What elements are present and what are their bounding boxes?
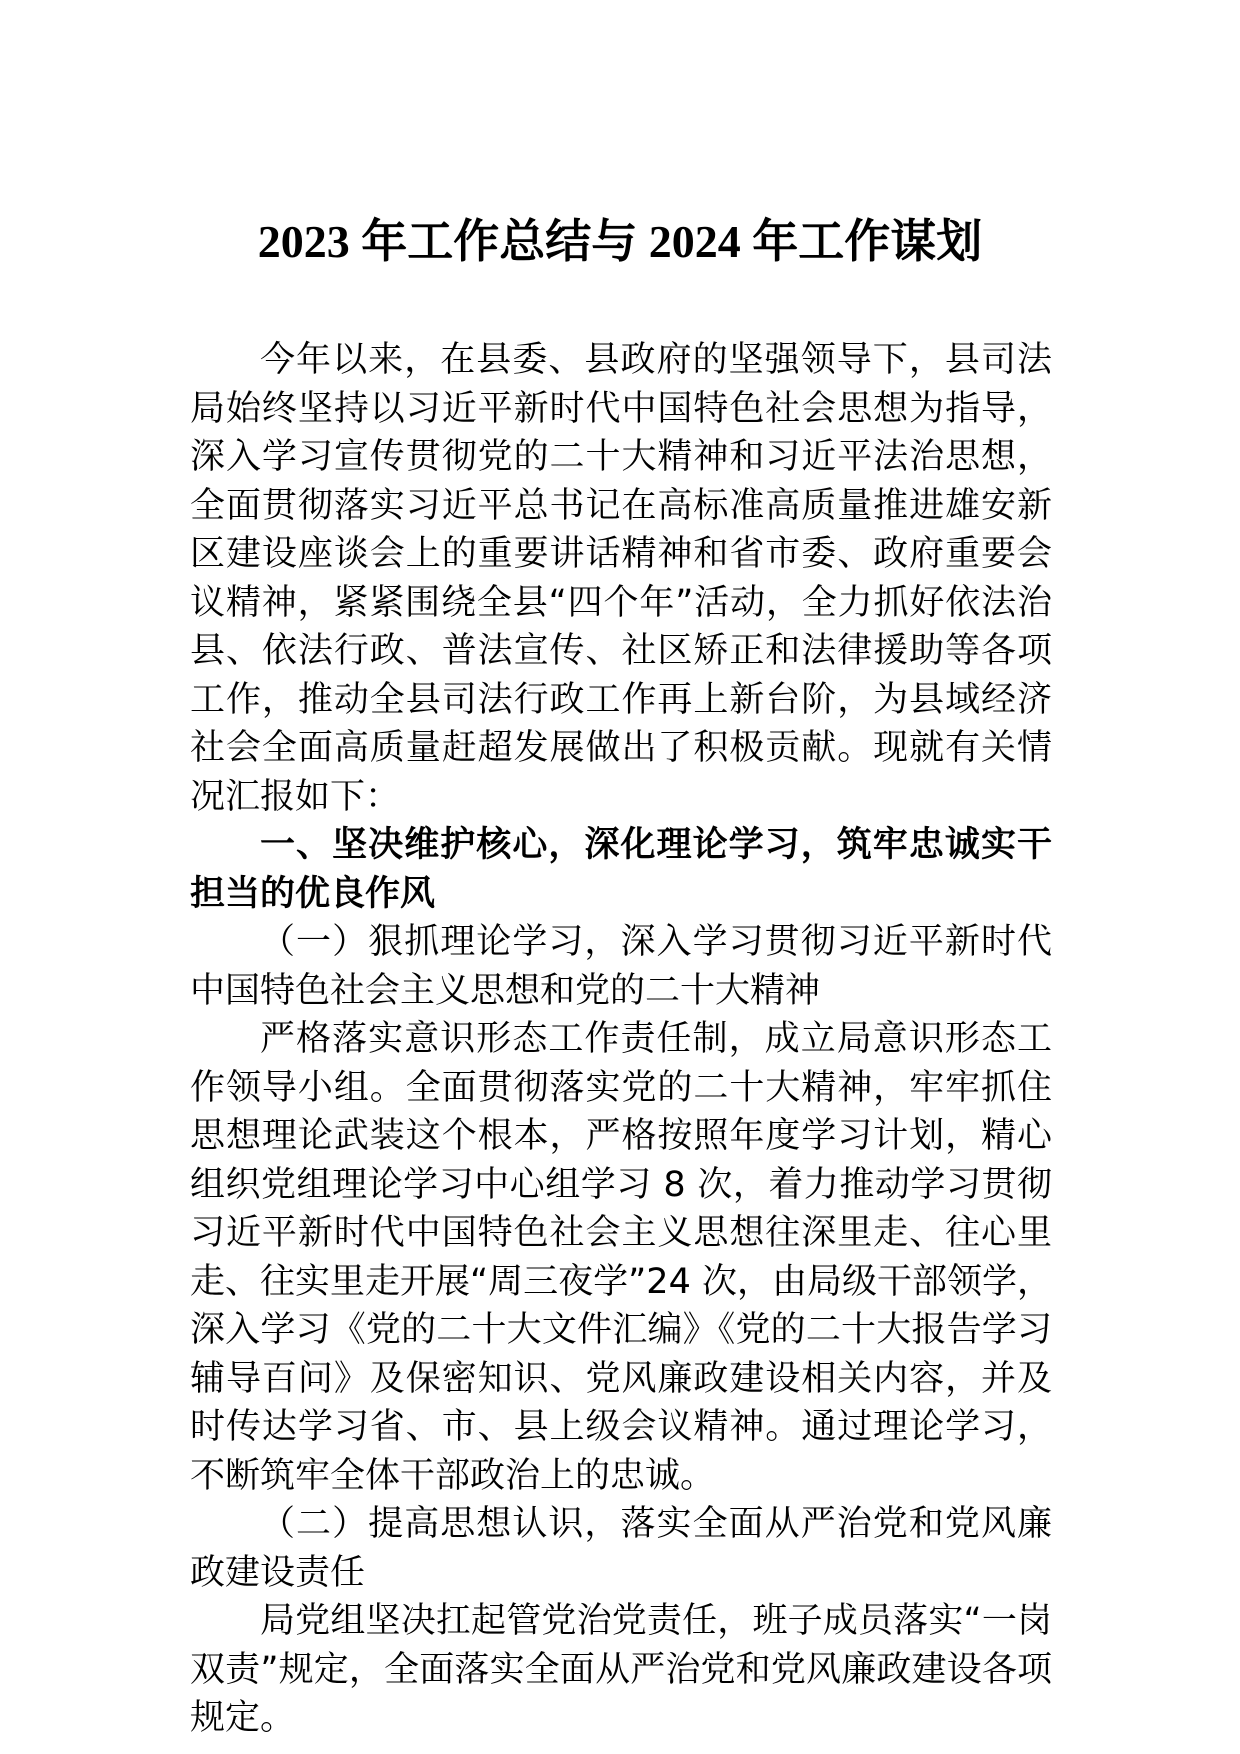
subsection-1-paragraph: 严格落实意识形态工作责任制，成立局意识形态工作领导小组。全面贯彻落实党的二十大精神，牢牢抓住思想理论武装这个根本，严格按照年度学习计划，精心组织党组理论学习中心组学习 8 次，着力推动学习贯彻习近平新时代中国特色社会主义思想往深里走、往心里走、往实里走开展“周三夜学”24 次，由局级干部领学，深入学习《党的二十大文件汇编》《党的二十大报告学习辅导百问》及保密知识、党风廉政建设相关内容，并及时传达学习省、市、县上级会议精神。通过理论学习，不断筑牢全体干部政治上的忠诚。	[190, 1019, 1052, 1496]
subsection-heading-1: （一）狠抓理论学习，深入学习贯彻习近平新时代中国特色社会主义思想和党的二十大精神	[190, 922, 1052, 1011]
subsection-heading-2: （二）提高思想认识，落实全面从严治党和党风廉政建设责任	[190, 1504, 1052, 1593]
intro-paragraph: 今年以来，在县委、县政府的坚强领导下，县司法局始终坚持以习近平新时代中国特色社会思想为指导，深入学习宣传贯彻党的二十大精神和习近平法治思想，全面贯彻落实习近平总书记在高标准高质量推进雄安新区建设座谈会上的重要讲话精神和省市委、政府重要会议精神，紧紧围绕全县“四个年”活动，全力抓好依法治县、依法行政、普法宣传、社区矫正和法律援助等各项工作，推动全县司法行政工作再上新台阶，为县域经济社会全面高质量赶超发展做出了积极贡献。现就有关情况汇报如下：	[190, 340, 1052, 817]
document-title: 2023 年工作总结与 2024 年工作谋划	[257, 216, 983, 267]
section-heading-1: 一、坚决维护核心，深化理论学习，筑牢忠诚实干担当的优良作风	[190, 825, 1052, 914]
document-body	[190, 336, 1052, 1743]
subsection-2-paragraph: 局党组坚决扛起管党治党责任，班子成员落实“一岗双责”规定，全面落实全面从严治党和党风廉政建设各项规定。	[190, 1601, 1052, 1738]
